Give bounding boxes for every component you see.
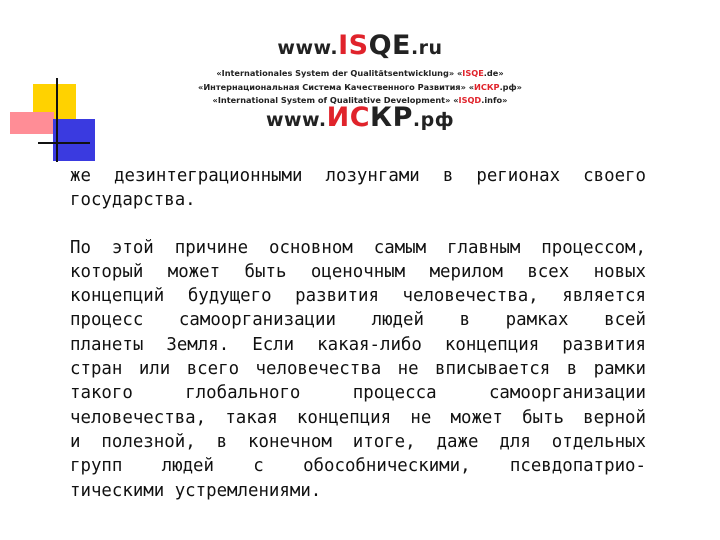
- text-line: и полезной, в конечном итоге, даже для отдельных: [70, 431, 646, 452]
- text-line: планеты Земля. Если какая-либо концепция развития: [70, 334, 646, 355]
- body-text: [70, 164, 646, 503]
- url-prefix: www.: [277, 37, 339, 59]
- url-suffix: .ru: [410, 37, 443, 59]
- site-url-isqe: [150, 30, 570, 61]
- decor-red-rectangle: [10, 112, 54, 134]
- tagline-german: «Internationales System der Qualitätsentwicklung» «ISQE.de»: [216, 68, 504, 78]
- brand-black-part: КР: [370, 102, 413, 133]
- decor-horizontal-line: [38, 142, 90, 144]
- text-line: же дезинтеграционными лозунгами в регионах своего: [70, 166, 646, 186]
- text-line: человечества, такая концепция не может быть верной: [70, 407, 646, 428]
- text-line: такого глобального процесса самоорганизации: [70, 383, 646, 404]
- text-line: По этой причине основном самым главным процессом,: [70, 237, 646, 258]
- paragraph-1: [70, 164, 646, 213]
- text-line: групп людей с обособническими, псевдопатрио-: [70, 456, 646, 477]
- tagline-russian: «Интернациональная Система Качественного Развития» «ИСКР.рф»: [198, 82, 522, 92]
- brand-red-part: IS: [338, 30, 369, 61]
- decor-vertical-line: [56, 78, 58, 162]
- tagline-english: «International System of Qualitative Development» «ISQD.info»: [212, 95, 508, 105]
- brand-black-part: QE: [368, 30, 411, 61]
- text-line: концепций будущего развития человечества, является: [70, 286, 646, 307]
- brand-red-part: ИС: [326, 102, 371, 133]
- text-line: стран или всего человечества не вписывается в рамки: [70, 359, 646, 380]
- url-suffix: .рф: [412, 109, 455, 131]
- text-line: процесс самоорганизации людей в рамках всей: [70, 310, 646, 331]
- paragraph-2: [70, 236, 646, 503]
- text-line: который может быть оценочным мерилом всех новых: [70, 261, 646, 282]
- site-url-iskr: [150, 102, 570, 133]
- text-line: тическими устремлениями.: [70, 480, 322, 501]
- decor-blue-square: [53, 119, 95, 161]
- text-line: государства.: [70, 190, 196, 211]
- url-prefix: www.: [265, 109, 327, 131]
